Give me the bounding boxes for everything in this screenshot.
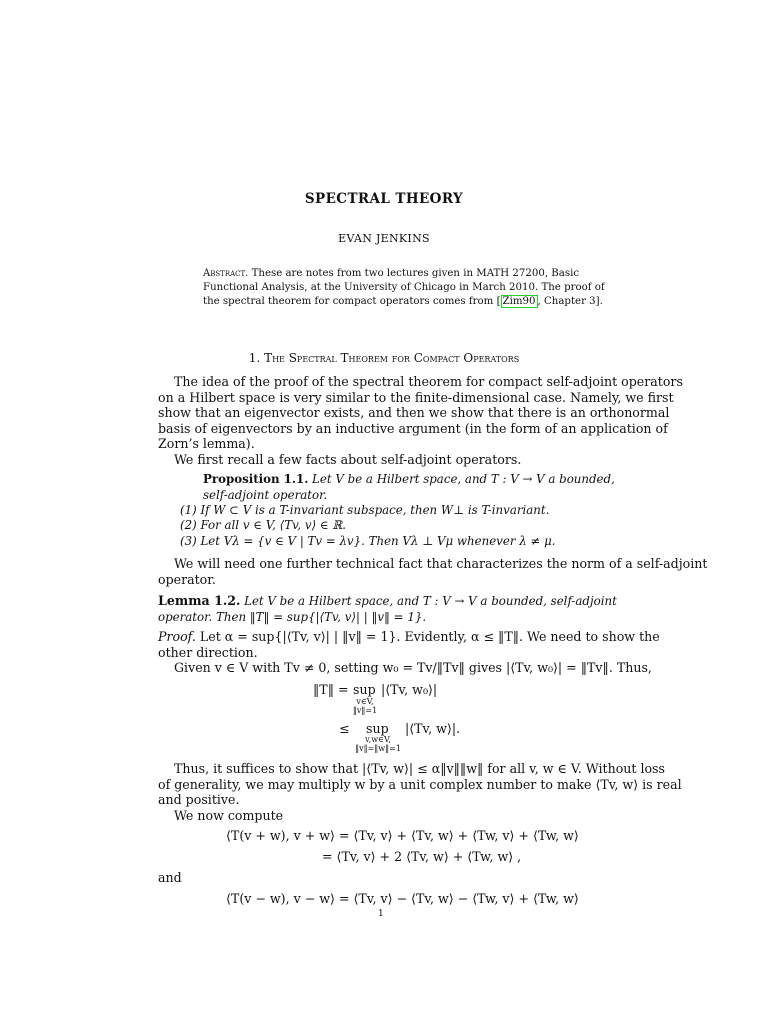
- citation-link[interactable]: Zim90: [502, 296, 536, 307]
- proposition-text: Let V be a Hilbert space, and T : V → V a bounded,: [308, 472, 615, 486]
- proof-line-3: Given v ∈ V with Tv ≠ 0, setting w₀ = Tv/‖Tv‖ gives |⟨Tv, w₀⟩| = ‖Tv‖. Thus,: [174, 660, 652, 675]
- proposition-label: Proposition 1.1.: [203, 472, 309, 486]
- intro-line: basis of eigenvectors by an inductive argument (in the form of an application of: [158, 420, 668, 436]
- page-number: 1: [378, 909, 384, 919]
- section-number: 1.: [248, 351, 261, 365]
- thus-line: of generality, we may multiply w by a unit complex number to make ⟨Tv, w⟩ is real: [158, 776, 682, 792]
- intro-paragraph: [158, 374, 683, 467]
- further-line: operator.: [158, 571, 216, 587]
- eq1-rhs-2: |⟨Tv, w⟩|.: [405, 721, 461, 736]
- proposition: [203, 472, 615, 503]
- proposition-item: (1) If W ⊂ V is a T-invariant subspace, then W⊥ is T-invariant.: [180, 503, 550, 517]
- lemma-text: Let V be a Hilbert space, and T : V → V a bounded, self-adjoint: [240, 594, 617, 608]
- abstract-line-1: These are notes from two lectures given in MATH 27200, Basic: [248, 268, 580, 279]
- cite-open: [: [496, 296, 501, 307]
- thus-line: Thus, it suffices to show that |⟨Tv, w⟩| ≤ α‖v‖‖w‖ for all v, w ∈ V. Without loss: [174, 761, 665, 776]
- eq2-line-2: = ⟨Tv, v⟩ + 2 ⟨Tv, w⟩ + ⟨Tw, w⟩ ,: [322, 849, 522, 864]
- intro-line: Zorn’s lemma).: [158, 436, 255, 451]
- proof-line-2: other direction.: [158, 644, 258, 660]
- eq1-lhs: ‖T‖ =: [313, 682, 349, 697]
- eq3: ⟨T(v − w), v − w⟩ = ⟨Tv, v⟩ − ⟨Tv, w⟩ − ⟨Tw, v⟩ + ⟨Tw, w⟩: [226, 891, 579, 906]
- proposition-item: (3) Let Vλ = {v ∈ V | Tv = λv}. Then Vλ ⊥ Vμ whenever λ ≠ μ.: [180, 534, 556, 548]
- cite-close: , Chapter 3].: [537, 296, 603, 307]
- eq1-sub-3: v,w∈V,: [365, 735, 391, 744]
- thus-paragraph: [158, 761, 682, 823]
- abstract: [203, 267, 605, 309]
- proof-line-1: Let α = sup{|⟨Tv, v⟩| | ‖v‖ = 1}. Evidently, α ≤ ‖T‖. We need to show the: [195, 629, 660, 644]
- eq1-sup-2: sup: [366, 721, 389, 736]
- proof-label: Proof.: [158, 629, 196, 644]
- further-line: We will need one further technical fact that characterizes the norm of a self-adjoint: [174, 556, 708, 571]
- eq1-sub-2: ‖v‖=1: [352, 706, 378, 715]
- thus-line: and positive.: [158, 792, 240, 807]
- eq1-sub-4: ‖v‖=‖w‖=1: [355, 744, 401, 753]
- eq1-le: ≤: [339, 721, 350, 736]
- proposition-text-2: self-adjoint operator.: [203, 487, 328, 502]
- section-title: The Spectral Theorem for Compact Operators: [264, 351, 520, 365]
- abstract-line-3: the spectral theorem for compact operators comes from: [203, 296, 497, 307]
- paper-author: EVAN JENKINS: [338, 232, 430, 245]
- abstract-line-2: Functional Analysis, at the University of Chicago in March 2010. The proof of: [203, 282, 605, 293]
- lemma-text-2: operator. Then ‖T‖ = sup{|⟨Tv, v⟩| | ‖v‖ = 1}.: [158, 609, 427, 624]
- lemma: [158, 593, 617, 625]
- eq1-sup: sup: [353, 682, 376, 697]
- intro-line: show that an eigenvector exists, and then we show that there is an orthonormal: [158, 405, 670, 420]
- section-heading: [0, 351, 768, 365]
- intro-line: The idea of the proof of the spectral theorem for compact self-adjoint operators: [174, 374, 683, 389]
- intro-line: on a Hilbert space is very similar to the finite-dimensional case. Namely, we first: [158, 389, 674, 405]
- eq1-rhs: |⟨Tv, w₀⟩|: [381, 682, 438, 697]
- and-text: and: [158, 870, 182, 885]
- proposition-item: (2) For all v ∈ V, ⟨Tv, v⟩ ∈ ℝ.: [180, 518, 346, 532]
- proof: [158, 629, 660, 676]
- paper-title: SPECTRAL THEORY: [304, 191, 464, 207]
- further-paragraph: [158, 556, 708, 587]
- eq2-line-1: ⟨T(v + w), v + w⟩ = ⟨Tv, v⟩ + ⟨Tv, w⟩ + ⟨Tw, v⟩ + ⟨Tw, w⟩: [226, 828, 579, 843]
- compute-line: We now compute: [174, 807, 284, 823]
- recall-line: We first recall a few facts about self-adjoint operators.: [174, 451, 522, 467]
- eq1-sub-1: v∈V,: [356, 697, 374, 706]
- abstract-label: Abstract.: [203, 268, 249, 279]
- lemma-label: Lemma 1.2.: [158, 593, 241, 608]
